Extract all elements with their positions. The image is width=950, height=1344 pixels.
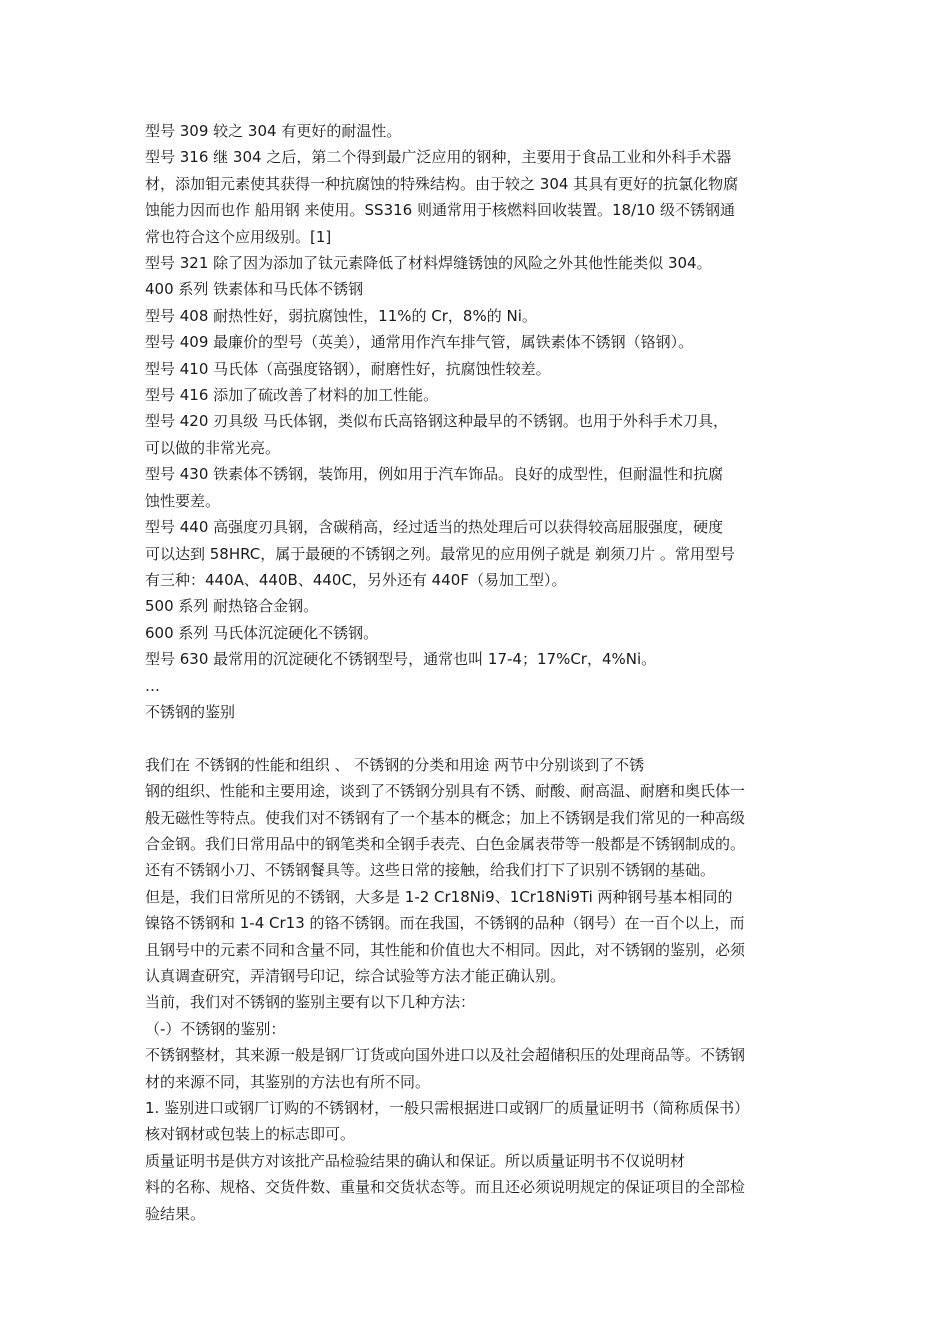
text-line: 但是，我们日常所见的不锈钢，大多是 1-2 Cr18Ni9、1Cr18Ni9Ti 两种钢号基本相同的: [145, 887, 733, 906]
text-line: 且钢号中的元素不同和含量不同，其性能和价值也大不相同。因此，对不锈钢的鉴别，必须: [145, 940, 746, 959]
text-line: 型号 408 耐热性好，弱抗腐蚀性，11%的 Cr，8%的 Ni。: [145, 306, 537, 325]
text-line: 型号 440 高强度刃具钢，含碳稍高，经过适当的热处理后可以获得较高屈服强度，硬度: [145, 518, 724, 537]
text-line: 核对钢材或包装上的标志即可。: [145, 1125, 356, 1144]
text-line: 型号 316 继 304 之后，第二个得到最广泛应用的钢种，主要用于食品工业和外科手术器: [145, 148, 732, 167]
text-line: 认真调查研究，弄清钢号印记，综合试验等方法才能正确认别。: [145, 966, 566, 985]
text-line: （-）不锈钢的鉴别：: [145, 1019, 286, 1038]
text-line: 合金钢。我们日常用品中的钢笔类和全钢手表壳、白色金属表带等一般都是不锈钢制成的。: [145, 834, 746, 853]
text-line: 可以做的非常光亮。: [145, 438, 281, 457]
text-line: 料的名称、规格、交货件数、重量和交货状态等。而且还必须说明规定的保证项目的全部检: [145, 1178, 746, 1197]
text-line: 钢的组织、性能和主要用途，谈到了不锈钢分别具有不锈、耐酸、耐高温、耐磨和奥氏体一: [145, 782, 746, 801]
text-line: 型号 430 铁素体不锈钢，装饰用，例如用于汽车饰品。良好的成型性，但耐温性和抗腐: [145, 465, 724, 484]
text-line: 型号 309 较之 304 有更好的耐温性。: [145, 122, 402, 140]
text-line: 有三种：440A、440B、440C，另外还有 440F（易加工型）。: [145, 570, 567, 589]
text-line: 质量证明书是供方对该批产品检验结果的确认和保证。所以质量证明书不仅说明材: [145, 1151, 686, 1170]
text-line: 验结果。: [145, 1204, 206, 1223]
text-line: 般无磁性等特点。使我们对不锈钢有了一个基本的概念；加上不锈钢是我们常见的一种高级: [145, 808, 746, 827]
text-line: 常也符合这个应用级别。[1]: [145, 227, 332, 246]
blank-line: [145, 725, 810, 751]
text-line: 型号 409 最廉价的型号（英美），通常用作汽车排气管，属铁素体不锈钢（铬钢）。: [145, 333, 694, 352]
text-line: 型号 630 最常用的沉淀硬化不锈钢型号，通常也叫 17-4；17%Cr，4%Ni。: [145, 650, 657, 669]
text-line: 还有不锈钢小刀、不锈钢餐具等。这些日常的接触，给我们打下了识别不锈钢的基础。: [145, 861, 716, 880]
text-line: 型号 321 除了因为添加了钛元素降低了材料焊缝锈蚀的风险之外其他性能类似 304。: [145, 254, 712, 273]
text-line: 材，添加钼元素使其获得一种抗腐蚀的特殊结构。由于较之 304 其具有更好的抗氯化物腐: [145, 174, 739, 193]
document-page: [145, 118, 810, 1227]
text-line: 不锈钢的鉴别: [145, 702, 236, 721]
text-line: 型号 420 刃具级 马氏体钢，类似布氏高铬钢这种最早的不锈钢。也用于外科手术刀具，: [145, 412, 728, 431]
text-line: 我们在 不锈钢的性能和组织 、 不锈钢的分类和用途 两节中分别谈到了不锈: [145, 755, 645, 774]
text-line: 可以达到 58HRC，属于最硬的不锈钢之列。最常见的应用例子就是 剃须刀片 。常用型号: [145, 544, 735, 563]
text-line: 600 系列 马氏体沉淀硬化不锈钢。: [145, 623, 379, 642]
text-line: 400 系列 铁素体和马氏体不锈钢: [145, 280, 364, 299]
text-line: 1. 鉴别进口或钢厂订购的不锈钢材，一般只需根据进口或钢厂的质量证明书（简称质保书）: [145, 1099, 750, 1118]
text-line: 镍铬不锈钢和 1-4 Cr13 的铬不锈钢。而在我国，不锈钢的品种（钢号）在一百个以上，而: [145, 914, 745, 933]
text-line: 当前，我们对不锈钢的鉴别主要有以下几种方法：: [145, 993, 476, 1012]
text-line: 型号 416 添加了硫改善了材料的加工性能。: [145, 386, 439, 405]
text-line: 材的来源不同，其鉴别的方法也有所不同。: [145, 1072, 431, 1091]
text-line: 蚀能力因而也作 船用钢 来使用。SS316 则通常用于核燃料回收装置。18/10 级不锈钢通: [145, 201, 735, 220]
text-line: 型号 410 马氏体（高强度铬钢），耐磨性好，抗腐蚀性较差。: [145, 359, 551, 378]
text-line: …: [145, 676, 160, 695]
text-line: 蚀性要差。: [145, 491, 221, 510]
text-line: 不锈钢整材，其来源一般是钢厂订货或向国外进口以及社会超储积压的处理商品等。不锈钢: [145, 1046, 746, 1065]
text-line: 500 系列 耐热铬合金钢。: [145, 597, 319, 616]
